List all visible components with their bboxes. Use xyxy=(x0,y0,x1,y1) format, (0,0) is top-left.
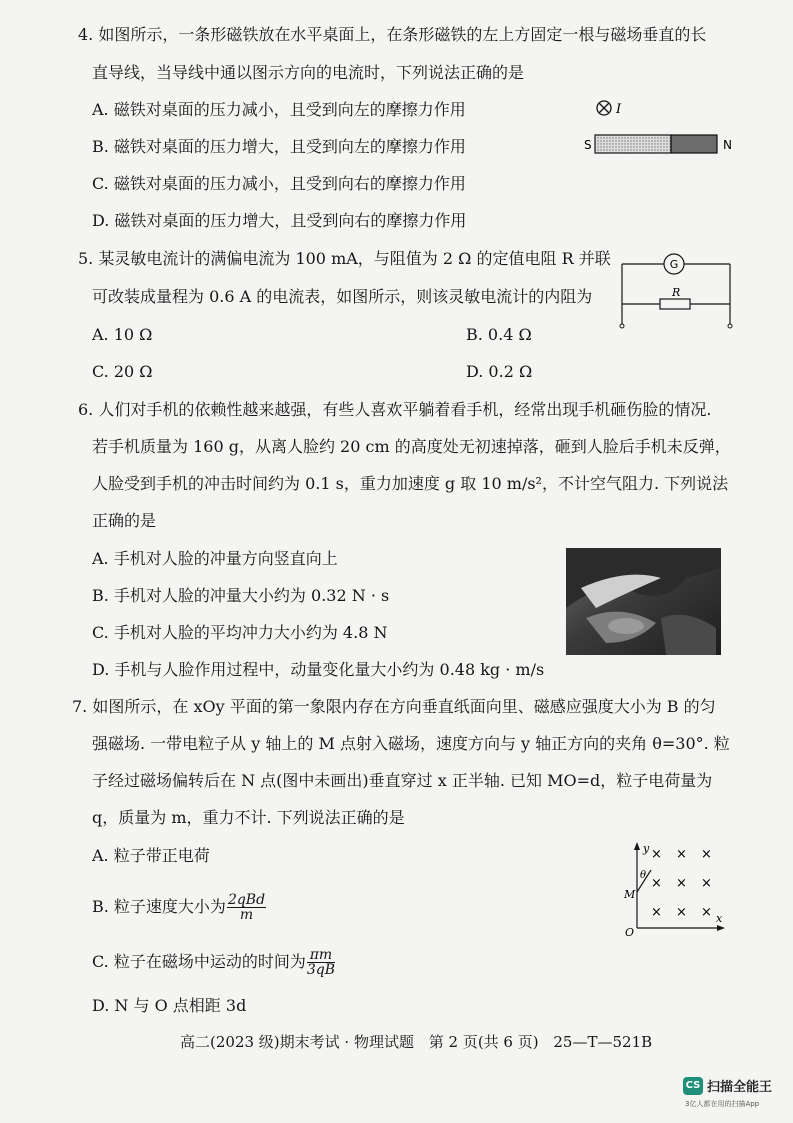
q7-field-figure xyxy=(615,838,730,938)
svg-text:×: × xyxy=(701,876,712,891)
q5-option-b: B. 0.4 Ω xyxy=(466,325,532,344)
q6-option-b: B. 手机对人脸的冲量大小约为 0.32 N · s xyxy=(92,586,390,605)
q7-option-c-text: C. 粒子在磁场中运动的时间为 xyxy=(92,952,306,971)
q5-option-d: D. 0.2 Ω xyxy=(466,362,533,381)
angle-theta-label: θ xyxy=(640,870,647,881)
q7-option-c-fraction xyxy=(307,948,335,977)
y-axis-arrow-icon xyxy=(634,842,640,850)
q6-stem-line4: 正确的是 xyxy=(92,511,157,530)
q4-magnet-figure xyxy=(570,92,750,162)
q7-option-c-denominator: 3qB xyxy=(306,962,336,978)
q6-stem-line3: 人脸受到手机的冲击时间约为 0.1 s，重力加速度 g 取 10 m/s²，不计空气阻力. 下列说法 xyxy=(92,474,729,493)
svg-text:×: × xyxy=(676,905,687,920)
q5-option-c: C. 20 Ω xyxy=(92,362,153,381)
q6-stem-line2: 若手机质量为 160 g，从离人脸约 20 cm 的高度处无初速掉落，砸到人脸后手机未反弹， xyxy=(92,437,731,456)
svg-text:×: × xyxy=(651,876,662,891)
q7-option-d: D. N 与 O 点相距 3d xyxy=(92,996,247,1015)
magnetic-field-into-page-icons xyxy=(651,847,712,920)
x-axis-arrow-icon xyxy=(717,925,725,931)
q6-option-c: C. 手机对人脸的平均冲力大小约为 4.8 N xyxy=(92,623,388,642)
footer-page-number: 第 2 页(共 6 页) xyxy=(428,1033,539,1051)
q7-stem-line4: q，质量为 m，重力不计. 下列说法正确的是 xyxy=(92,808,405,827)
q7-option-c xyxy=(92,948,335,977)
q4-stem-line2: 直导线，当导线中通以图示方向的电流时，下列说法正确的是 xyxy=(92,63,525,82)
q7-option-b xyxy=(92,893,266,922)
q4-option-b: B. 磁铁对桌面的压力增大，且受到向左的摩擦力作用 xyxy=(92,137,466,156)
q4-option-a: A. 磁铁对桌面的压力减小，且受到向左的摩擦力作用 xyxy=(92,100,466,119)
magnet-s-half xyxy=(595,135,671,153)
camscanner-logo-icon: CS xyxy=(683,1077,703,1095)
svg-text:×: × xyxy=(651,847,662,862)
q6-option-a: A. 手机对人脸的冲量方向竖直向上 xyxy=(92,549,338,568)
q7-option-b-denominator: m xyxy=(239,907,254,923)
magnet-n-half xyxy=(671,135,717,153)
q7-stem-line2: 强磁场. 一带电粒子从 y 轴上的 M 点射入磁场，速度方向与 y 轴正方向的夹角 θ=30°. 粒 xyxy=(92,734,730,753)
q5-stem-line1: 5. 某灵敏电流计的满偏电流为 100 mA，与阻值为 2 Ω 的定值电阻 R 并联 xyxy=(78,249,611,268)
q4-stem-line1: 4. 如图所示，一条形磁铁放在水平桌面上，在条形磁铁的左上方固定一根与磁场垂直的长 xyxy=(78,25,707,44)
q5-option-a: A. 10 Ω xyxy=(92,325,153,344)
svg-text:×: × xyxy=(701,847,712,862)
q6-phone-face-photo xyxy=(566,548,721,655)
svg-text:×: × xyxy=(676,876,687,891)
q6-option-d: D. 手机与人脸作用过程中，动量变化量大小约为 0.48 kg · m/s xyxy=(92,660,545,679)
footer-code: 25—T—521B xyxy=(553,1033,653,1051)
camscanner-name: 扫描全能王 xyxy=(707,1080,773,1095)
camscanner-watermark xyxy=(683,1073,793,1113)
svg-text:×: × xyxy=(676,847,687,862)
svg-text:×: × xyxy=(701,905,712,920)
y-axis-label: y xyxy=(643,842,650,855)
galvanometer-icon xyxy=(664,254,684,274)
terminal-left-icon xyxy=(620,324,624,328)
footer-exam-title: 高二(2023 级)期末考试 · 物理试题 xyxy=(180,1033,414,1051)
q5-circuit-figure xyxy=(612,248,742,334)
current-label: I xyxy=(616,102,622,117)
q7-option-c-numerator: πm xyxy=(307,948,335,963)
q7-option-b-fraction xyxy=(227,893,266,922)
terminal-right-icon xyxy=(728,324,732,328)
x-axis-label: x xyxy=(716,912,723,925)
origin-label: O xyxy=(625,926,635,938)
meter-label: G xyxy=(669,258,679,271)
q7-option-b-numerator: 2qBd xyxy=(227,892,266,908)
q7-stem-line1: 7. 如图所示，在 xOy 平面的第一象限内存在方向垂直纸面向里、磁感应强度大小为 B 的匀 xyxy=(72,697,716,716)
q7-option-b-text: B. 粒子速度大小为 xyxy=(92,897,226,916)
q7-option-a: A. 粒子带正电荷 xyxy=(92,846,210,865)
pole-s-label: S xyxy=(584,138,592,152)
q4-option-d: D. 磁铁对桌面的压力增大，且受到向右的摩擦力作用 xyxy=(92,211,467,230)
wire-current-into-page-icon xyxy=(597,101,611,115)
q4-option-c: C. 磁铁对桌面的压力减小，且受到向右的摩擦力作用 xyxy=(92,174,466,193)
camscanner-tagline: 3亿人都在用的扫描App xyxy=(685,1100,760,1108)
svg-text:×: × xyxy=(651,905,662,920)
q6-stem-line1: 6. 人们对手机的依赖性越来越强，有些人喜欢平躺着看手机，经常出现手机砸伤脸的情况. xyxy=(78,400,712,419)
q7-stem-line3: 子经过磁场偏转后在 N 点(图中未画出)垂直穿过 x 正半轴. 已知 MO=d，粒子电荷量为 xyxy=(92,771,713,790)
q5-stem-line2: 可改装成量程为 0.6 A 的电流表，如图所示，则该灵敏电流计的内阻为 xyxy=(92,287,593,306)
pole-n-label: N xyxy=(723,138,732,152)
page-footer xyxy=(180,1031,662,1052)
point-m-label: M xyxy=(624,888,636,901)
resistor-label: R xyxy=(672,286,681,299)
